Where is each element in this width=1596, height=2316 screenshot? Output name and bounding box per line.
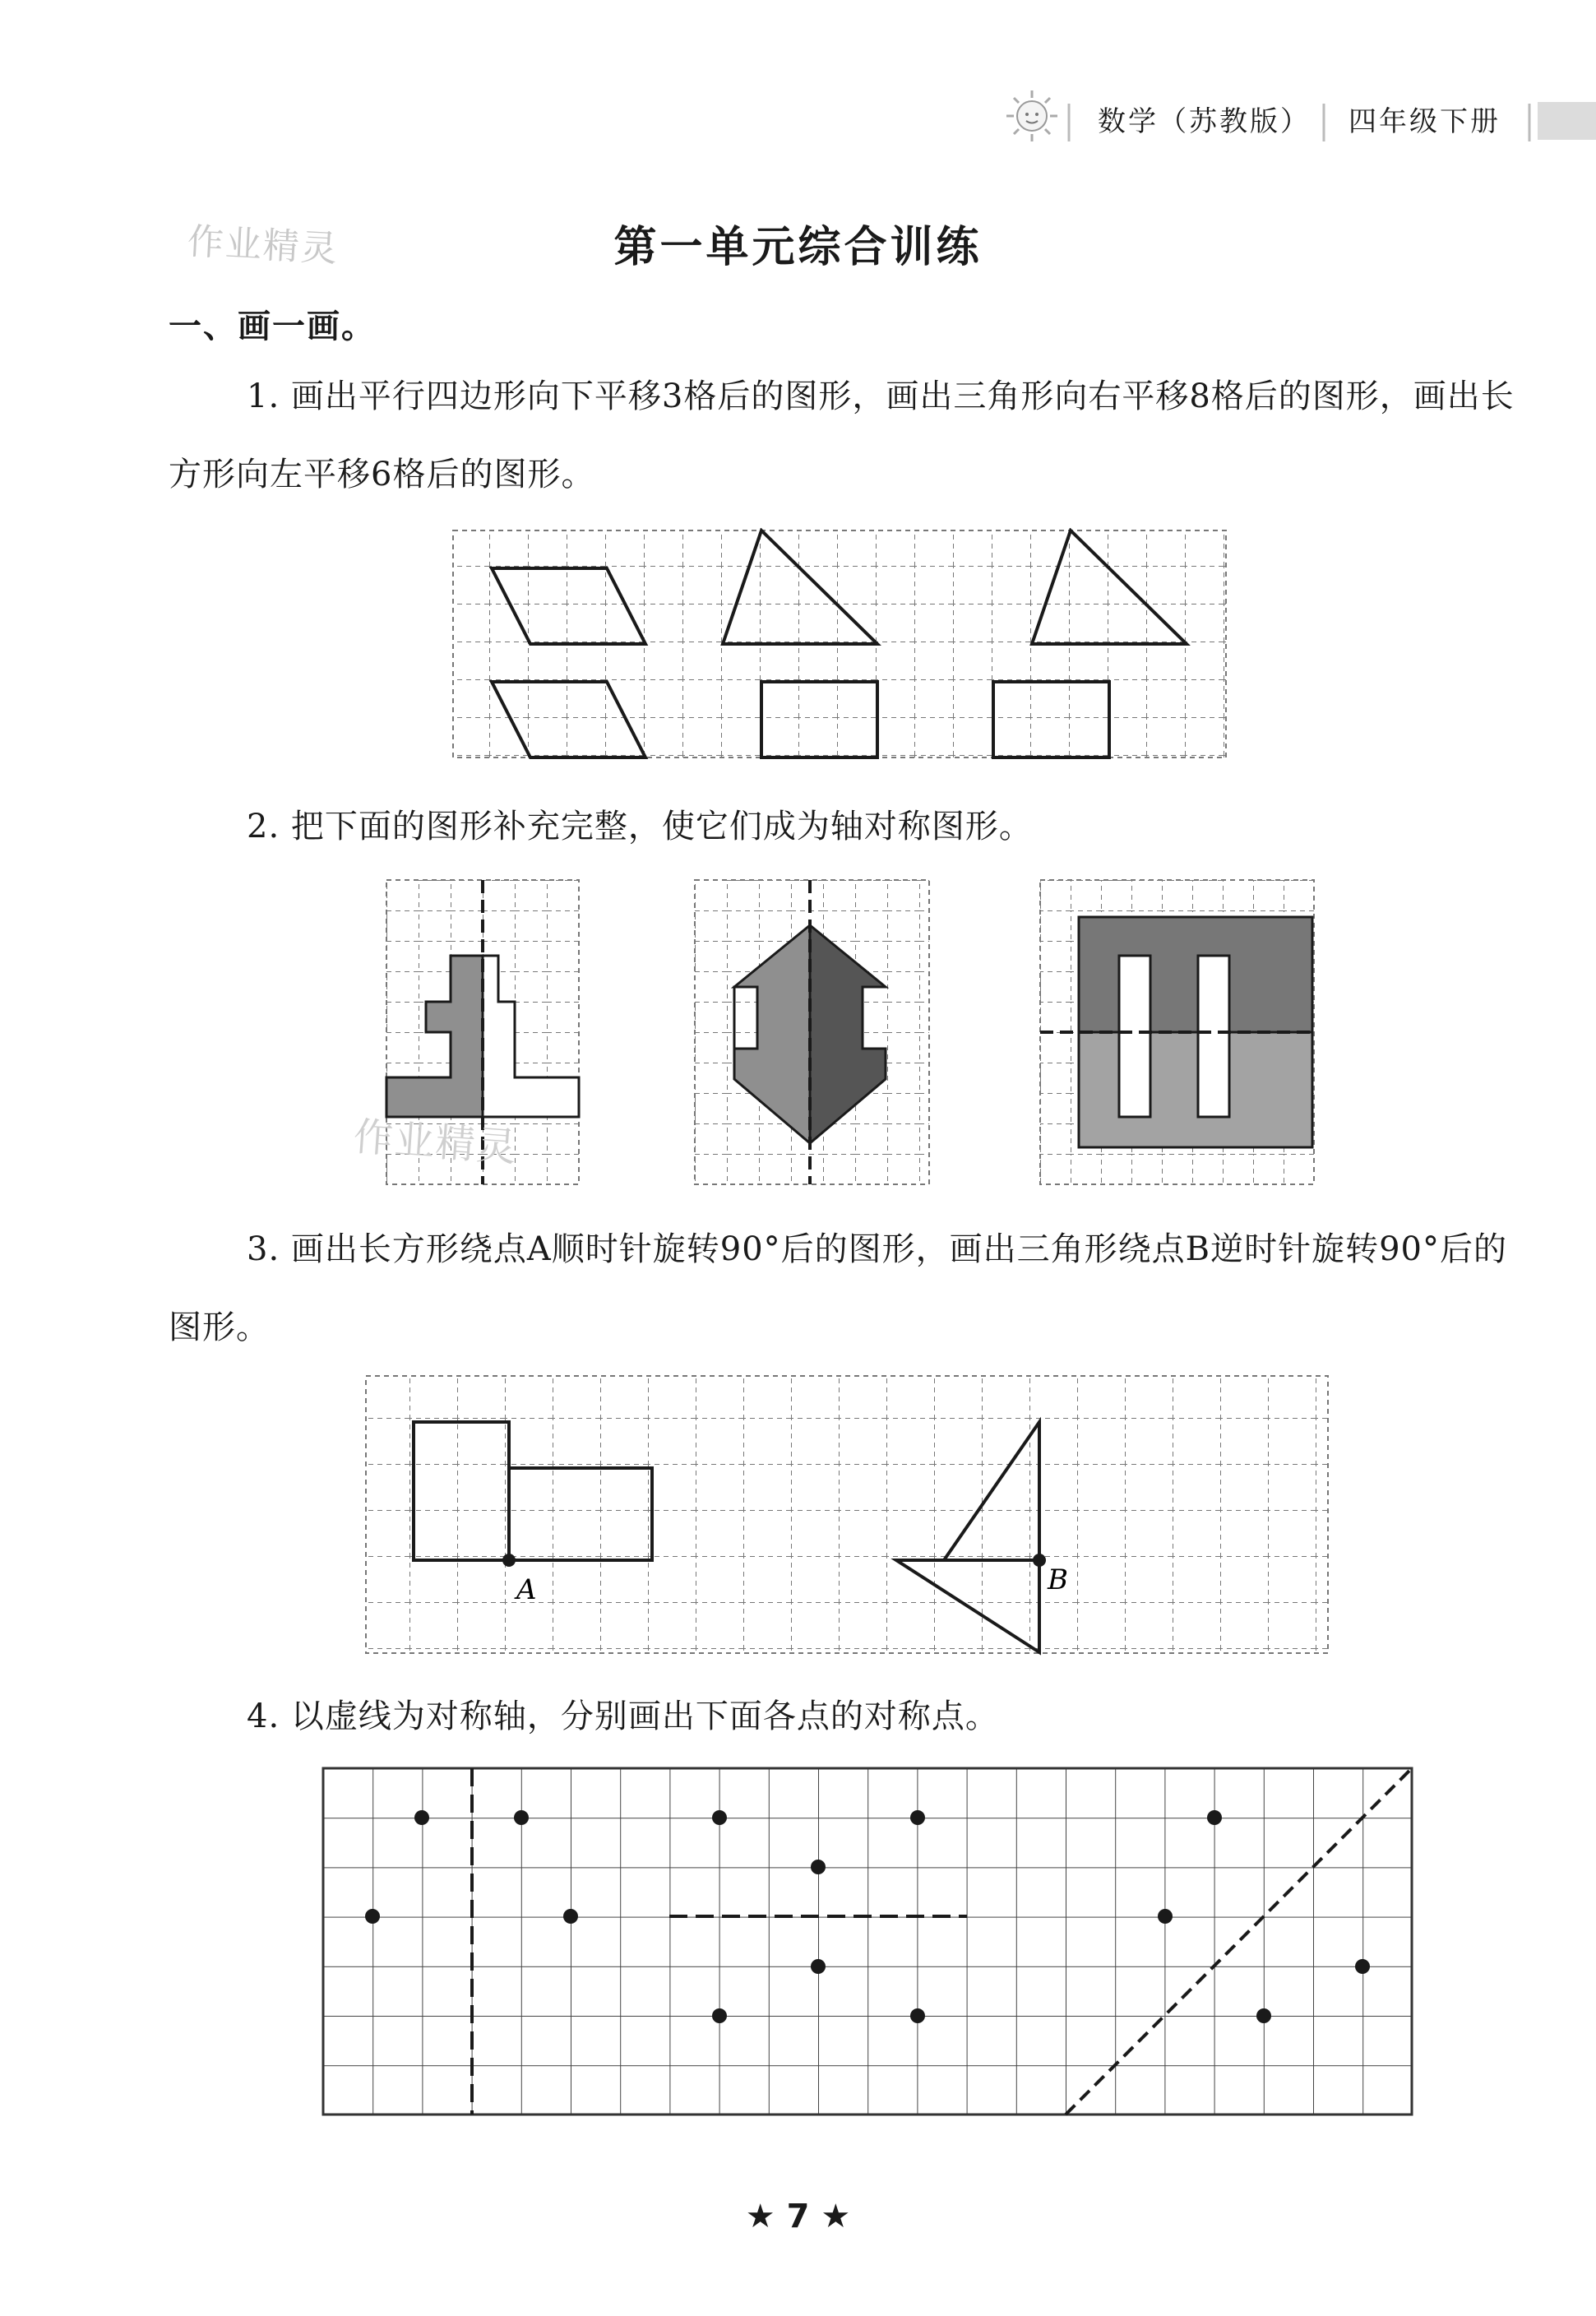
question-3: [169, 1211, 1517, 1367]
watermark-logo: 作业精灵: [186, 220, 340, 271]
page-number: ★ 7 ★: [745, 2198, 851, 2235]
symmetry-panel-2: [695, 880, 929, 1184]
book-subject: 数学（苏教版）: [1098, 105, 1311, 138]
question-number: 1.: [247, 378, 280, 415]
point-b-marker: [1033, 1554, 1046, 1567]
question-text: 把下面的图形补充完整，使它们成为轴对称图形。: [290, 808, 1033, 845]
book-grade: 四年级下册: [1349, 105, 1501, 138]
question-text: 画出长方形绕点A顺时针旋转90°后的图形，画出三角形绕点B逆时针旋转90°后的图形。: [169, 1230, 1507, 1346]
watermark-logo-2: 作业精灵: [351, 1114, 520, 1171]
figure-3-rotation: [362, 1372, 1340, 1660]
grid: [323, 1768, 1412, 2115]
unit-title: 第一单元综合训练: [613, 223, 983, 272]
question-number: 3.: [247, 1230, 280, 1268]
symmetry-panel-3: [1040, 880, 1314, 1184]
section-heading: 一、画一画。: [169, 308, 376, 345]
point-b-label: B: [1048, 1563, 1068, 1596]
question-number: 2.: [247, 808, 280, 845]
question-4: [169, 1678, 1517, 1756]
question-text: 画出平行四边形向下平移3格后的图形，画出三角形向右平移8格后的图形，画出长方形向左平移6格后的图形。: [169, 378, 1515, 493]
sun-icon: [1005, 89, 1059, 146]
point-a-label: A: [516, 1573, 537, 1606]
question-1: [169, 358, 1517, 514]
question-2: [169, 788, 1517, 866]
figure-2-symmetry: [378, 872, 1324, 1197]
question-number: 4.: [247, 1698, 280, 1735]
question-text: 以虚线为对称轴，分别画出下面各点的对称点。: [290, 1698, 999, 1735]
figure-4-symmetric-points: [317, 1760, 1418, 2122]
point-a-marker: [502, 1554, 516, 1567]
figure-1-translation: [451, 528, 1232, 771]
